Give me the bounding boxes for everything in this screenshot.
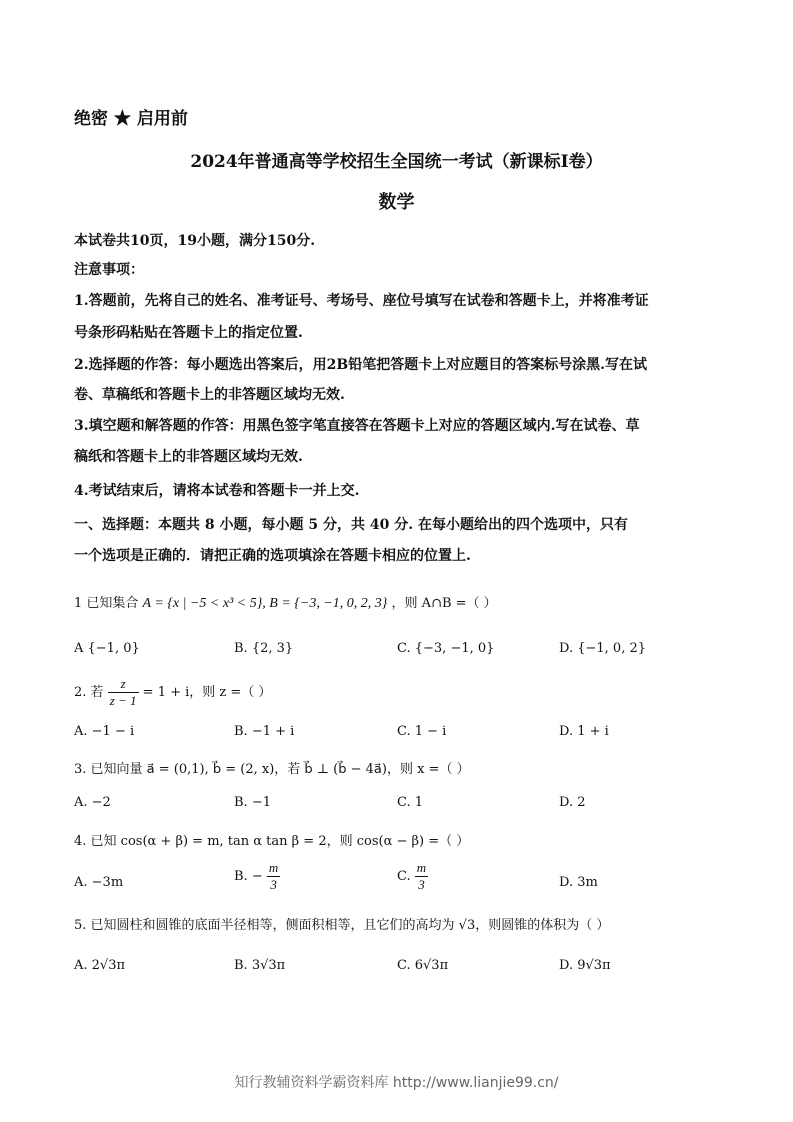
q4-option-c[interactable] bbox=[397, 860, 428, 893]
fraction-denominator: 3 bbox=[418, 877, 425, 892]
question-3: 3. 已知向量 a⃗ = (0,1), b⃗ = (2, x)，若 b⃗ ⊥ (b⃗ − 4a⃗)，则 x =（ ） bbox=[74, 762, 470, 777]
q3-option-d[interactable]: D. 2 bbox=[559, 795, 586, 810]
note-1a: 1.答题前，先将自己的姓名、准考证号、考场号、座位号填写在试卷和答题卡上，并将准考证 bbox=[74, 293, 649, 309]
fraction-denominator: 3 bbox=[270, 877, 277, 892]
q5-option-b[interactable]: B. 3√3π bbox=[234, 958, 286, 973]
question-1 bbox=[74, 592, 497, 612]
q3-option-b[interactable]: B. −1 bbox=[234, 795, 271, 810]
note-2b: 卷、草稿纸和答题卡上的非答题区域均无效. bbox=[74, 387, 345, 403]
q4-option-a[interactable]: A. −3m bbox=[74, 875, 124, 890]
section-line-1: 一、选择题：本题共 8 小题，每小题 5 分，共 40 分. 在每小题给出的四个选项中，只有 bbox=[74, 517, 628, 533]
question-1-math: A = {x | −5 < x³ < 5}, B = {−3, −1, 0, 2, 3} bbox=[142, 596, 388, 611]
q2-option-c[interactable]: C. 1 − i bbox=[397, 724, 447, 739]
q4-option-b[interactable] bbox=[234, 860, 280, 893]
fraction-numerator: m bbox=[268, 860, 279, 875]
question-2-suffix: = 1 + i，则 z =（ ） bbox=[142, 685, 272, 700]
question-2-fraction bbox=[108, 676, 139, 709]
q1-option-c[interactable]: C. {−3, −1, 0} bbox=[397, 641, 495, 656]
q2-option-b[interactable]: B. −1 + i bbox=[234, 724, 295, 739]
exam-title: 2024年普通高等学校招生全国统一考试（新课标I卷） bbox=[190, 152, 603, 172]
q5-option-c[interactable]: C. 6√3π bbox=[397, 958, 449, 973]
q4-option-b-sign: − bbox=[251, 869, 263, 884]
fraction-numerator: z bbox=[108, 676, 139, 693]
q3-option-a[interactable]: A. −2 bbox=[74, 795, 111, 810]
q1-option-a[interactable]: A {−1, 0} bbox=[74, 641, 140, 656]
q5-option-d[interactable]: D. 9√3π bbox=[559, 958, 611, 973]
note-1b: 号条形码粘贴在答题卡上的指定位置. bbox=[74, 325, 303, 341]
note-4: 4.考试结束后，请将本试卷和答题卡一并上交. bbox=[74, 483, 360, 499]
intro-line: 本试卷共10页，19小题，满分150分. bbox=[74, 233, 316, 249]
footer-watermark: 知行教辅资料学霸资料库 http://www.lianjie99.cn/ bbox=[234, 1075, 559, 1091]
question-2 bbox=[74, 676, 271, 709]
q2-option-d[interactable]: D. 1 + i bbox=[559, 724, 609, 739]
q4-option-c-label: C. bbox=[397, 869, 411, 884]
q2-option-a[interactable]: A. −1 − i bbox=[74, 724, 135, 739]
note-3b: 稿纸和答题卡上的非答题区域均无效. bbox=[74, 449, 303, 465]
question-1-suffix: ，则 A∩B =（ ） bbox=[391, 596, 497, 611]
q4-option-d[interactable]: D. 3m bbox=[559, 875, 598, 890]
secret-label: 绝密 ★ 启用前 bbox=[74, 109, 188, 129]
subject-title: 数学 bbox=[378, 192, 415, 213]
q4-option-b-label: B. bbox=[234, 869, 248, 884]
q1-option-d[interactable]: D. {−1, 0, 2} bbox=[559, 641, 647, 656]
note-3a: 3.填空题和解答题的作答：用黑色签字笔直接答在答题卡上对应的答题区域内.写在试卷、草 bbox=[74, 418, 640, 434]
question-1-prefix: 1 已知集合 bbox=[74, 596, 139, 611]
q4-option-c-fraction bbox=[415, 860, 428, 893]
notes-heading: 注意事项： bbox=[74, 262, 144, 278]
fraction-numerator: m bbox=[416, 860, 427, 875]
question-4: 4. 已知 cos(α + β) = m, tan α tan β = 2，则 cos(α − β) =（ ） bbox=[74, 834, 470, 849]
question-5: 5. 已知圆柱和圆锥的底面半径相等，侧面积相等，且它们的高均为 √3，则圆锥的体积为（ ） bbox=[74, 918, 610, 933]
section-line-2: 一个选项是正确的．请把正确的选项填涂在答题卡相应的位置上. bbox=[74, 548, 471, 564]
fraction-denominator: z − 1 bbox=[109, 693, 137, 708]
q4-option-b-fraction bbox=[267, 860, 280, 893]
q3-option-c[interactable]: C. 1 bbox=[397, 795, 424, 810]
question-2-prefix: 2. 若 bbox=[74, 685, 104, 700]
q1-option-b[interactable]: B. {2, 3} bbox=[234, 641, 294, 656]
q5-option-a[interactable]: A. 2√3π bbox=[74, 958, 126, 973]
note-2a: 2.选择题的作答：每小题选出答案后，用2B铅笔把答题卡上对应题目的答案标号涂黑.写在试 bbox=[74, 357, 648, 373]
